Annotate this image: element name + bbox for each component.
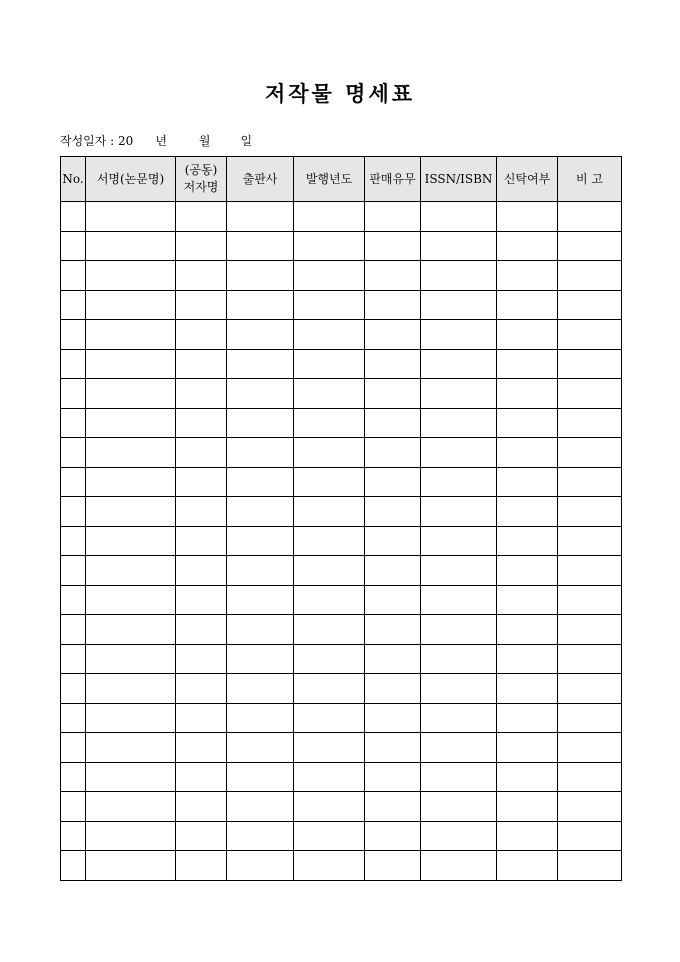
table-cell[interactable] <box>421 320 497 350</box>
table-cell[interactable] <box>227 438 294 468</box>
table-cell[interactable] <box>86 644 176 674</box>
table-cell[interactable] <box>365 349 421 379</box>
table-cell[interactable] <box>421 585 497 615</box>
table-cell[interactable] <box>365 438 421 468</box>
works-table <box>60 156 622 881</box>
table-cell[interactable] <box>558 644 622 674</box>
table-cell[interactable] <box>294 762 365 792</box>
date-label: 작성일자 : 20 <box>60 134 134 148</box>
table-cell[interactable] <box>294 290 365 320</box>
table-cell[interactable] <box>61 438 86 468</box>
table-cell[interactable] <box>294 703 365 733</box>
table-cell[interactable] <box>558 703 622 733</box>
table-cell[interactable] <box>61 674 86 704</box>
table-cell[interactable] <box>294 556 365 586</box>
table-row <box>61 674 622 704</box>
table-cell[interactable] <box>497 733 558 763</box>
table-cell[interactable] <box>497 290 558 320</box>
table-cell[interactable] <box>176 467 227 497</box>
table-cell[interactable] <box>294 408 365 438</box>
table-row <box>61 290 622 320</box>
header-sale-status: 판매유무 <box>365 157 421 202</box>
table-cell[interactable] <box>227 349 294 379</box>
table-row <box>61 644 622 674</box>
table-cell[interactable] <box>176 438 227 468</box>
table-cell[interactable] <box>558 585 622 615</box>
table-cell[interactable] <box>227 733 294 763</box>
table-cell[interactable] <box>61 556 86 586</box>
table-cell[interactable] <box>365 526 421 556</box>
table-cell[interactable] <box>497 320 558 350</box>
table-cell[interactable] <box>365 674 421 704</box>
table-cell[interactable] <box>365 261 421 291</box>
table-cell[interactable] <box>227 526 294 556</box>
table-cell[interactable] <box>227 497 294 527</box>
table-cell[interactable] <box>365 379 421 409</box>
table-row <box>61 231 622 261</box>
table-cell[interactable] <box>365 762 421 792</box>
table-cell[interactable] <box>176 231 227 261</box>
table-cell[interactable] <box>558 615 622 645</box>
table-cell[interactable] <box>558 408 622 438</box>
table-cell[interactable] <box>227 792 294 822</box>
table-cell[interactable] <box>176 408 227 438</box>
table-cell[interactable] <box>227 408 294 438</box>
table-cell[interactable] <box>421 379 497 409</box>
table-cell[interactable] <box>497 497 558 527</box>
table-row <box>61 438 622 468</box>
table-cell[interactable] <box>86 261 176 291</box>
table-cell[interactable] <box>227 644 294 674</box>
table-cell[interactable] <box>558 792 622 822</box>
table-cell[interactable] <box>176 526 227 556</box>
header-no: No. <box>61 157 86 202</box>
table-cell[interactable] <box>176 792 227 822</box>
table-cell[interactable] <box>61 320 86 350</box>
table-cell[interactable] <box>421 202 497 232</box>
table-cell[interactable] <box>86 556 176 586</box>
table-cell[interactable] <box>365 231 421 261</box>
table-cell[interactable] <box>227 762 294 792</box>
table-cell[interactable] <box>227 320 294 350</box>
table-cell[interactable] <box>365 556 421 586</box>
table-cell[interactable] <box>61 379 86 409</box>
table-cell[interactable] <box>497 202 558 232</box>
header-author: (공동) 저자명 <box>176 157 227 202</box>
table-cell[interactable] <box>61 644 86 674</box>
table-cell[interactable] <box>558 231 622 261</box>
table-cell[interactable] <box>86 674 176 704</box>
table-row <box>61 202 622 232</box>
table-row <box>61 762 622 792</box>
table-cell[interactable] <box>61 821 86 851</box>
table-cell[interactable] <box>61 585 86 615</box>
table-cell[interactable] <box>176 585 227 615</box>
table-row <box>61 585 622 615</box>
table-row <box>61 851 622 881</box>
day-label: 일 <box>240 134 253 148</box>
table-cell[interactable] <box>497 792 558 822</box>
table-cell[interactable] <box>558 467 622 497</box>
table-cell[interactable] <box>365 792 421 822</box>
table-cell[interactable] <box>176 290 227 320</box>
table-cell[interactable] <box>61 733 86 763</box>
table-cell[interactable] <box>365 320 421 350</box>
table-cell[interactable] <box>421 644 497 674</box>
table-cell[interactable] <box>86 349 176 379</box>
table-cell[interactable] <box>421 556 497 586</box>
table-cell[interactable] <box>558 438 622 468</box>
table-cell[interactable] <box>558 497 622 527</box>
table-cell[interactable] <box>61 408 86 438</box>
table-cell[interactable] <box>421 762 497 792</box>
table-cell[interactable] <box>61 526 86 556</box>
header-row <box>61 157 622 202</box>
table-cell[interactable] <box>421 526 497 556</box>
table-cell[interactable] <box>294 615 365 645</box>
table-row <box>61 261 622 291</box>
table-cell[interactable] <box>61 497 86 527</box>
table-cell[interactable] <box>176 703 227 733</box>
table-cell[interactable] <box>421 497 497 527</box>
table-cell[interactable] <box>558 261 622 291</box>
table-cell[interactable] <box>421 231 497 261</box>
table-cell[interactable] <box>558 733 622 763</box>
table-cell[interactable] <box>497 261 558 291</box>
table-cell[interactable] <box>61 349 86 379</box>
table-cell[interactable] <box>227 467 294 497</box>
table-cell[interactable] <box>558 290 622 320</box>
table-cell[interactable] <box>294 261 365 291</box>
header-trust-status: 신탁여부 <box>497 157 558 202</box>
table-cell[interactable] <box>86 792 176 822</box>
table-cell[interactable] <box>421 349 497 379</box>
table-cell[interactable] <box>176 379 227 409</box>
table-cell[interactable] <box>61 467 86 497</box>
table-cell[interactable] <box>294 349 365 379</box>
table-cell[interactable] <box>227 821 294 851</box>
table-cell[interactable] <box>497 762 558 792</box>
table-row <box>61 497 622 527</box>
table-cell[interactable] <box>86 851 176 881</box>
table-cell[interactable] <box>61 261 86 291</box>
table-cell[interactable] <box>294 202 365 232</box>
table-cell[interactable] <box>497 615 558 645</box>
table-cell[interactable] <box>86 379 176 409</box>
table-row <box>61 733 622 763</box>
table-cell[interactable] <box>86 615 176 645</box>
table-cell[interactable] <box>86 202 176 232</box>
table-body <box>61 202 622 881</box>
table-row <box>61 320 622 350</box>
date-line <box>60 132 252 149</box>
table-cell[interactable] <box>86 585 176 615</box>
table-cell[interactable] <box>86 733 176 763</box>
table-cell[interactable] <box>86 762 176 792</box>
table-row <box>61 556 622 586</box>
table-cell[interactable] <box>86 467 176 497</box>
table-cell[interactable] <box>497 556 558 586</box>
table-cell[interactable] <box>365 202 421 232</box>
table-cell[interactable] <box>421 733 497 763</box>
table-cell[interactable] <box>227 231 294 261</box>
table-cell[interactable] <box>497 467 558 497</box>
table-cell[interactable] <box>365 703 421 733</box>
table-cell[interactable] <box>86 497 176 527</box>
table-cell[interactable] <box>86 438 176 468</box>
table-cell[interactable] <box>421 438 497 468</box>
table-cell[interactable] <box>86 290 176 320</box>
table-cell[interactable] <box>365 585 421 615</box>
table-cell[interactable] <box>421 408 497 438</box>
table-cell[interactable] <box>294 497 365 527</box>
table-cell[interactable] <box>86 703 176 733</box>
table-cell[interactable] <box>497 526 558 556</box>
table-cell[interactable] <box>227 290 294 320</box>
table-cell[interactable] <box>421 290 497 320</box>
table-cell[interactable] <box>497 379 558 409</box>
table-cell[interactable] <box>365 644 421 674</box>
table-cell[interactable] <box>558 379 622 409</box>
table-cell[interactable] <box>558 674 622 704</box>
month-label: 월 <box>198 134 211 148</box>
table-cell[interactable] <box>421 792 497 822</box>
header-title: 서명(논문명) <box>86 157 176 202</box>
table-cell[interactable] <box>176 851 227 881</box>
table-cell[interactable] <box>227 674 294 704</box>
header-publisher: 출판사 <box>227 157 294 202</box>
table-cell[interactable] <box>61 615 86 645</box>
table-cell[interactable] <box>558 526 622 556</box>
table-cell[interactable] <box>497 349 558 379</box>
table-row <box>61 703 622 733</box>
table-cell[interactable] <box>176 556 227 586</box>
table-cell[interactable] <box>176 821 227 851</box>
document-title: 저작물 명세표 <box>264 81 416 106</box>
table-cell[interactable] <box>294 526 365 556</box>
table-cell[interactable] <box>294 674 365 704</box>
table-cell[interactable] <box>421 821 497 851</box>
table-cell[interactable] <box>176 615 227 645</box>
table-cell[interactable] <box>86 526 176 556</box>
table-cell[interactable] <box>294 379 365 409</box>
table-cell[interactable] <box>227 379 294 409</box>
table-cell[interactable] <box>294 320 365 350</box>
header-publish-year: 발행년도 <box>294 157 365 202</box>
table-cell[interactable] <box>61 703 86 733</box>
table-cell[interactable] <box>86 320 176 350</box>
table-cell[interactable] <box>497 231 558 261</box>
table-cell[interactable] <box>421 674 497 704</box>
table-cell[interactable] <box>558 556 622 586</box>
table-cell[interactable] <box>365 615 421 645</box>
table-cell[interactable] <box>176 261 227 291</box>
table-cell[interactable] <box>61 231 86 261</box>
table-cell[interactable] <box>365 733 421 763</box>
table-cell[interactable] <box>86 408 176 438</box>
table-cell[interactable] <box>497 703 558 733</box>
table-cell[interactable] <box>558 202 622 232</box>
table-cell[interactable] <box>421 261 497 291</box>
table-row <box>61 821 622 851</box>
table-cell[interactable] <box>421 467 497 497</box>
table-cell[interactable] <box>421 851 497 881</box>
table-cell[interactable] <box>365 821 421 851</box>
table-cell[interactable] <box>558 821 622 851</box>
table-cell[interactable] <box>294 585 365 615</box>
header-remarks: 비 고 <box>558 157 622 202</box>
table-cell[interactable] <box>61 762 86 792</box>
table-cell[interactable] <box>294 644 365 674</box>
table-cell[interactable] <box>294 438 365 468</box>
table-cell[interactable] <box>61 202 86 232</box>
table-cell[interactable] <box>365 290 421 320</box>
table-cell[interactable] <box>558 320 622 350</box>
table-cell[interactable] <box>86 821 176 851</box>
table-cell[interactable] <box>294 231 365 261</box>
table-cell[interactable] <box>365 467 421 497</box>
table-row <box>61 792 622 822</box>
table-cell[interactable] <box>61 290 86 320</box>
table-cell[interactable] <box>294 821 365 851</box>
table-cell[interactable] <box>176 349 227 379</box>
table-cell[interactable] <box>176 497 227 527</box>
table-cell[interactable] <box>421 615 497 645</box>
table-cell[interactable] <box>227 615 294 645</box>
table-cell[interactable] <box>365 408 421 438</box>
table-row <box>61 349 622 379</box>
table-cell[interactable] <box>497 851 558 881</box>
table-cell[interactable] <box>227 202 294 232</box>
table-cell[interactable] <box>176 674 227 704</box>
table-cell[interactable] <box>227 703 294 733</box>
table-cell[interactable] <box>294 851 365 881</box>
table-row <box>61 467 622 497</box>
table-cell[interactable] <box>558 851 622 881</box>
table-row <box>61 526 622 556</box>
table-cell[interactable] <box>176 320 227 350</box>
header-issn-isbn: ISSN/ISBN <box>421 157 497 202</box>
table-cell[interactable] <box>558 762 622 792</box>
table-cell[interactable] <box>176 644 227 674</box>
table-cell[interactable] <box>365 851 421 881</box>
table-cell[interactable] <box>176 202 227 232</box>
table-cell[interactable] <box>294 792 365 822</box>
table-cell[interactable] <box>497 438 558 468</box>
table-cell[interactable] <box>421 703 497 733</box>
table-cell[interactable] <box>497 644 558 674</box>
table-cell[interactable] <box>497 408 558 438</box>
table-cell[interactable] <box>558 349 622 379</box>
table-cell[interactable] <box>61 792 86 822</box>
table-cell[interactable] <box>227 585 294 615</box>
table-cell[interactable] <box>176 762 227 792</box>
table-cell[interactable] <box>86 231 176 261</box>
year-label: 년 <box>155 134 167 148</box>
table-row <box>61 615 622 645</box>
table-cell[interactable] <box>294 467 365 497</box>
table-cell[interactable] <box>227 556 294 586</box>
table-cell[interactable] <box>176 733 227 763</box>
table-cell[interactable] <box>227 851 294 881</box>
table-cell[interactable] <box>497 585 558 615</box>
table-cell[interactable] <box>497 821 558 851</box>
table-cell[interactable] <box>365 497 421 527</box>
table-row <box>61 379 622 409</box>
table-cell[interactable] <box>61 851 86 881</box>
table-cell[interactable] <box>497 674 558 704</box>
table-row <box>61 408 622 438</box>
table-cell[interactable] <box>294 733 365 763</box>
table-cell[interactable] <box>227 261 294 291</box>
